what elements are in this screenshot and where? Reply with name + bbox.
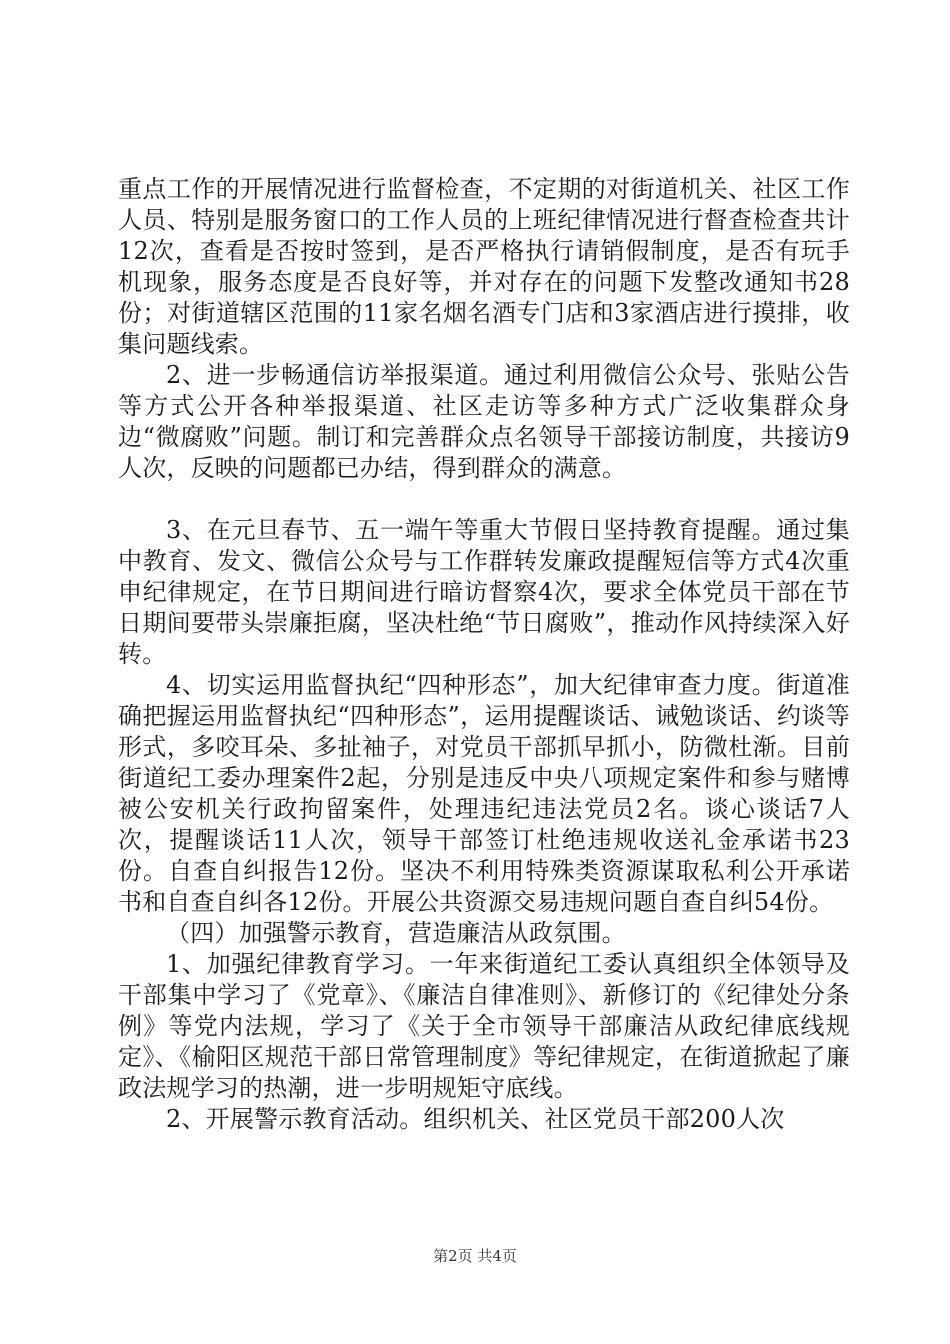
paragraph-3: 3、在元旦春节、五一端午等重大节假日坚持教育提醒。通过集中教育、发文、微信公众号与工作群转发廉政提醒短信等方式4次重申纪律规定，在节日期间进行暗访督察4次，要求全体党员干部在节日期间要带头崇廉拒腐，坚决杜绝“节日腐败”，推动作风持续深入好转。 bbox=[118, 516, 850, 668]
document-body bbox=[118, 174, 850, 1135]
paragraph-5: 1、加强纪律教育学习。一年来街道纪工委认真组织全体领导及干部集中学习了《党章》、《廉洁自律准则》、新修订的《纪律处分条例》等党内法规，学习了《关于全市领导干部廉洁从政纪律底线规定》、《榆阳区规范干部日常管理制度》等纪律规定，在街道掀起了廉政法规学习的热潮，进一步明规矩守底线。 bbox=[118, 950, 850, 1102]
paragraph-1: 重点工作的开展情况进行监督检查，不定期的对街道机关、社区工作人员、特别是服务窗口的工作人员的上班纪律情况进行督查检查共计12次，查看是否按时签到，是否严格执行请销假制度，是否有玩手机现象，服务态度是否良好等，并对存在的问题下发整改通知书28份；对街道辖区范围的11家名烟名酒专门店和3家酒店进行摸排，收集问题线索。 bbox=[118, 175, 850, 358]
section-heading-4: （四）加强警示教育，营造廉洁从政氛围。 bbox=[166, 919, 626, 947]
paragraph-gap bbox=[118, 484, 850, 515]
paragraph-4: 4、切实运用监督执纪“四种形态”，加大纪律审查力度。街道准确把握运用监督执纪“四种形态”，运用提醒谈话、诫勉谈话、约谈等形式，多咬耳朵、多扯袖子，对党员干部抓早抓小，防微杜渐。目前街道纪工委办理案件2起，分别是违反中央八项规定案件和参与赌博被公安机关行政拘留案件，处理违纪违法党员2名。谈心谈话7人次，提醒谈话11人次，领导干部签订杜绝违规收送礼金承诺书23份。自查自纠报告12份。坚决不利用特殊类资源谋取私利公开承诺书和自查自纠各12份。开展公共资源交易违规问题自查自纠54份。 bbox=[118, 671, 850, 916]
paragraph-6: 2、开展警示教育活动。组织机关、社区党员干部200人次 bbox=[166, 1105, 785, 1133]
page-footer: 第2页 共4页 bbox=[433, 1247, 517, 1265]
paragraph-2: 2、进一步畅通信访举报渠道。通过利用微信公众号、张贴公告等方式公开各种举报渠道、社区走访等多种方式广泛收集群众身边“微腐败”问题。制订和完善群众点名领导干部接访制度，共接访9人次，反映的问题都已办结，得到群众的满意。 bbox=[118, 361, 850, 482]
